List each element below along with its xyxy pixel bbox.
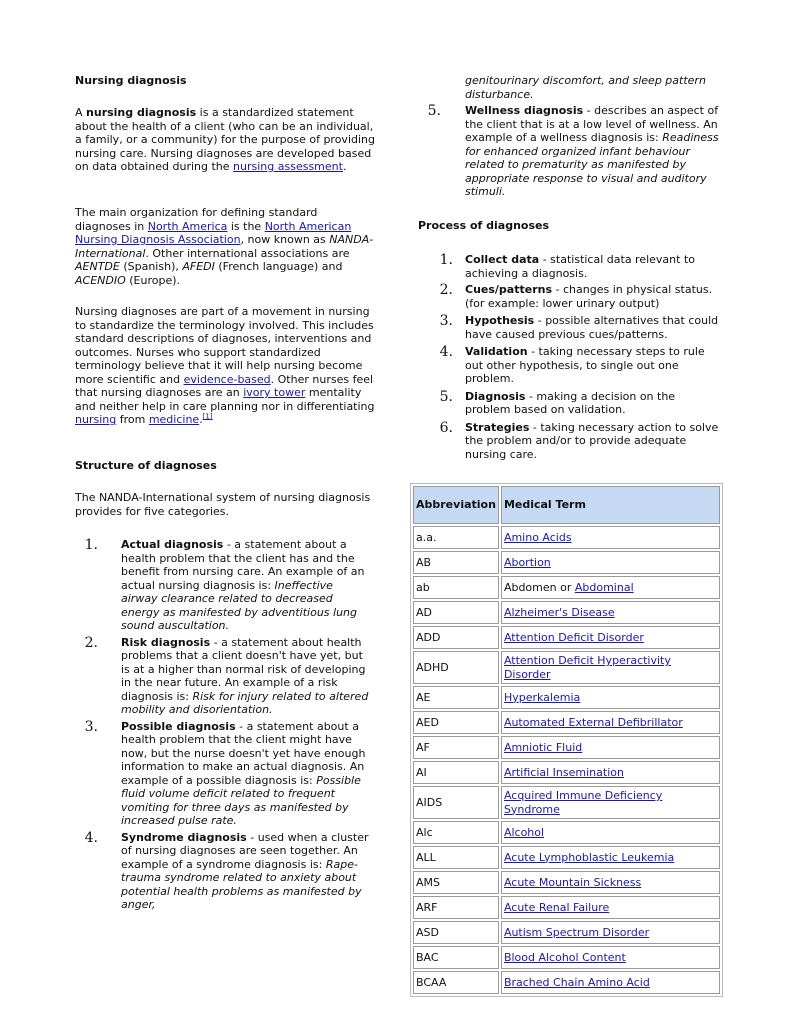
medical-term-cell bbox=[501, 686, 720, 709]
medical-term-link[interactable]: Acute Renal Failure bbox=[503, 900, 610, 914]
medical-term-cell bbox=[501, 896, 720, 919]
medical-term-cell bbox=[501, 601, 720, 624]
abbreviation-cell: ADHD bbox=[413, 651, 499, 684]
list-item: 1. Collect data - statistical data relevant to achieving a diagnosis. bbox=[439, 252, 695, 280]
intro-paragraph: A nursing diagnosis is a standardized statement about the health of a client (who can be an individual, a family, or a community) for the purpose of providing nursing care. Nursing diagnoses are developed based on data obtained during the nursing assessment. bbox=[75, 106, 375, 173]
medical-term-link[interactable]: Artificial Insemination bbox=[503, 765, 624, 779]
nanda-link[interactable]: North American Nursing Diagnosis Association bbox=[75, 219, 352, 246]
medical-term-link[interactable]: Amniotic Fluid bbox=[503, 740, 583, 754]
abbreviation-cell: BCAA bbox=[413, 971, 499, 994]
table-row bbox=[413, 761, 720, 784]
table-row bbox=[413, 736, 720, 759]
medical-term-link[interactable]: Acquired Immune Deficiency Syndrome bbox=[503, 789, 663, 816]
table-row bbox=[413, 626, 720, 649]
table-row bbox=[413, 601, 720, 624]
medical-term-link[interactable]: Automated External Defibrillator bbox=[503, 715, 683, 729]
table-row bbox=[413, 971, 720, 994]
structure-intro: The NANDA-International system of nursing diagnosis provides for five categories. bbox=[75, 491, 371, 518]
abbreviation-cell: ARF bbox=[413, 896, 499, 919]
abbreviation-cell: AF bbox=[413, 736, 499, 759]
medical-term-link[interactable]: Abdominal bbox=[574, 580, 634, 594]
table-row bbox=[413, 921, 720, 944]
medical-term-cell bbox=[501, 526, 720, 549]
abbreviation-cell: AI bbox=[413, 761, 499, 784]
abbreviation-cell: ADD bbox=[413, 626, 499, 649]
abbreviation-cell: AMS bbox=[413, 871, 499, 894]
list-item: 6. Strategies - taking necessary action to solve the problem and/or to provide adequate nursing care. bbox=[439, 419, 719, 461]
medical-term-header: Medical Term bbox=[501, 486, 720, 524]
medical-term-link[interactable]: Brached Chain Amino Acid bbox=[503, 975, 650, 989]
list-item: 3. Hypothesis - possible alternatives that could have caused previous cues/patterns. bbox=[439, 313, 719, 341]
table-row bbox=[413, 651, 720, 684]
list-item: 5. Wellness diagnosis - describes an aspect of the client that is at a low level of wellness. An example of a wellness diagnosis is: Readiness for enhanced organized infant behaviour related to prematurity as manifested by appropriate response to visual and auditory stimuli. bbox=[427, 103, 719, 198]
medical-term-link[interactable]: Blood Alcohol Content bbox=[503, 950, 626, 964]
abbreviation-cell: ASD bbox=[413, 921, 499, 944]
abbreviation-cell: a.a. bbox=[413, 526, 499, 549]
table-row bbox=[413, 871, 720, 894]
abbreviation-cell: Alc bbox=[413, 821, 499, 844]
table-row bbox=[413, 786, 720, 819]
abbreviation-cell: BAC bbox=[413, 946, 499, 969]
ivory-tower-link[interactable]: ivory tower bbox=[243, 386, 306, 399]
medical-term-cell bbox=[501, 651, 720, 684]
medical-term-cell bbox=[501, 871, 720, 894]
medical-term-link[interactable]: Attention Deficit Hyperactivity Disorder bbox=[503, 654, 671, 681]
abbreviation-cell: AE bbox=[413, 686, 499, 709]
table-body bbox=[413, 526, 720, 994]
table-row bbox=[413, 686, 720, 709]
medical-term-link[interactable]: Alcohol bbox=[503, 825, 545, 839]
medical-term-link[interactable]: Amino Acids bbox=[503, 530, 572, 544]
medicine-link[interactable]: medicine bbox=[148, 413, 200, 426]
table-row bbox=[413, 551, 720, 574]
abbreviation-cell: ALL bbox=[413, 846, 499, 869]
list-item: 2. Cues/patterns - changes in physical status. (for example: lower urinary output) bbox=[439, 282, 713, 310]
table-row bbox=[413, 576, 720, 599]
nursing-assessment-link[interactable]: nursing assessment bbox=[233, 160, 343, 173]
list-item: 2. Risk diagnosis - a statement about health problems that a client doesn't have yet, but is at a higher than normal risk of developing in the near future. An example of a risk diagnosis is: Risk for injury related to altered mobility and disorientation. bbox=[84, 634, 369, 716]
medical-term-link[interactable]: Alzheimer's Disease bbox=[503, 605, 615, 619]
categories-list bbox=[75, 538, 375, 912]
table-row bbox=[413, 946, 720, 969]
abbreviations-table bbox=[410, 483, 723, 997]
list-item: 4. Syndrome diagnosis - used when a cluster of nursing diagnoses are seen together. An example of a syndrome diagnosis is: Rape-trauma syndrome related to anxiety about potential health problems as manifested by anger, bbox=[84, 829, 369, 911]
table-row bbox=[413, 846, 720, 869]
abbreviation-cell: ab bbox=[413, 576, 499, 599]
page-title: Nursing diagnosis bbox=[75, 74, 187, 87]
table-row bbox=[413, 526, 720, 549]
list-item: 5. Diagnosis - making a decision on the problem based on validation. bbox=[439, 388, 676, 416]
medical-term-link[interactable]: Acute Mountain Sickness bbox=[503, 875, 642, 889]
nursing-link[interactable]: nursing bbox=[75, 413, 117, 426]
medical-term-cell bbox=[501, 786, 720, 819]
table-row bbox=[413, 896, 720, 919]
medical-term-link[interactable]: Abortion bbox=[503, 555, 551, 569]
process-heading: Process of diagnoses bbox=[418, 219, 550, 232]
process-list bbox=[418, 253, 725, 461]
term-prefix: Abdomen or bbox=[503, 580, 575, 594]
list-item: 3. Possible diagnosis - a statement about a health problem that the client might have now, but the nurse doesn't yet have enough information to make an actual diagnosis. An example of a possible diagnosis is: Possible fluid volume deficit related to frequent vomiting for three days as manifested by increased pulse rate. bbox=[84, 718, 366, 827]
north-america-link[interactable]: North America bbox=[147, 219, 228, 233]
abbreviation-cell: AIDS bbox=[413, 786, 499, 819]
medical-term-cell bbox=[501, 551, 720, 574]
medical-term-link[interactable]: Acute Lymphoblastic Leukemia bbox=[503, 850, 675, 864]
abbreviation-header: Abbreviation bbox=[413, 486, 499, 524]
reference-link[interactable]: [1] bbox=[202, 412, 213, 421]
medical-term-cell bbox=[501, 971, 720, 994]
movement-paragraph: Nursing diagnoses are part of a movement in nursing to standardize the terminology involved. This includes standard descriptions of diagnoses, interventions and outcomes. Nurses who support standardized terminology believe that it will help nursing become more scientific and evidence-based. Other nurses feel that nursing diagnoses are an ivory tower mentality and neither help in care planning nor in differentiating nursing from medicine.[1] bbox=[75, 305, 375, 426]
medical-term-cell bbox=[501, 846, 720, 869]
organization-paragraph: The main organization for defining standard diagnoses in North America is the North American Nursing Diagnosis Association, now known as NANDA-International. Other international associations are AENTDE (Spanish), AFEDI (French language) and ACENDIO (Europe). bbox=[75, 206, 374, 287]
structure-heading: Structure of diagnoses bbox=[75, 459, 217, 472]
medical-term-cell bbox=[501, 626, 720, 649]
evidence-based-link[interactable]: evidence-based bbox=[183, 372, 271, 386]
medical-term-cell bbox=[501, 761, 720, 784]
medical-term-cell bbox=[501, 711, 720, 734]
list-item: 1. Actual diagnosis - a statement about a health problem that the client has and the benefit from nursing care. An example of an actual nursing diagnosis is: Ineffective airway clearance related to decreased energy as manifested by adventitious lung sound auscultation. bbox=[84, 537, 365, 632]
medical-term-cell bbox=[501, 576, 720, 599]
medical-term-cell bbox=[501, 736, 720, 759]
medical-term-link[interactable]: Hyperkalemia bbox=[503, 690, 581, 704]
list-item: 4. Validation - taking necessary steps to rule out other hypothesis, to single out one problem. bbox=[439, 344, 705, 385]
abbreviation-cell: AB bbox=[413, 551, 499, 574]
medical-term-link[interactable]: Autism Spectrum Disorder bbox=[503, 925, 650, 939]
medical-term-cell bbox=[501, 821, 720, 844]
abbreviation-cell: AED bbox=[413, 711, 499, 734]
medical-term-link[interactable]: Attention Deficit Disorder bbox=[503, 630, 644, 644]
table-row bbox=[413, 711, 720, 734]
medical-term-cell bbox=[501, 921, 720, 944]
continuation-text: genitourinary discomfort, and sleep pattern disturbance. bbox=[465, 74, 706, 101]
medical-term-cell bbox=[501, 946, 720, 969]
table-header-row bbox=[413, 486, 720, 524]
abbreviation-cell: AD bbox=[413, 601, 499, 624]
table-row bbox=[413, 821, 720, 844]
